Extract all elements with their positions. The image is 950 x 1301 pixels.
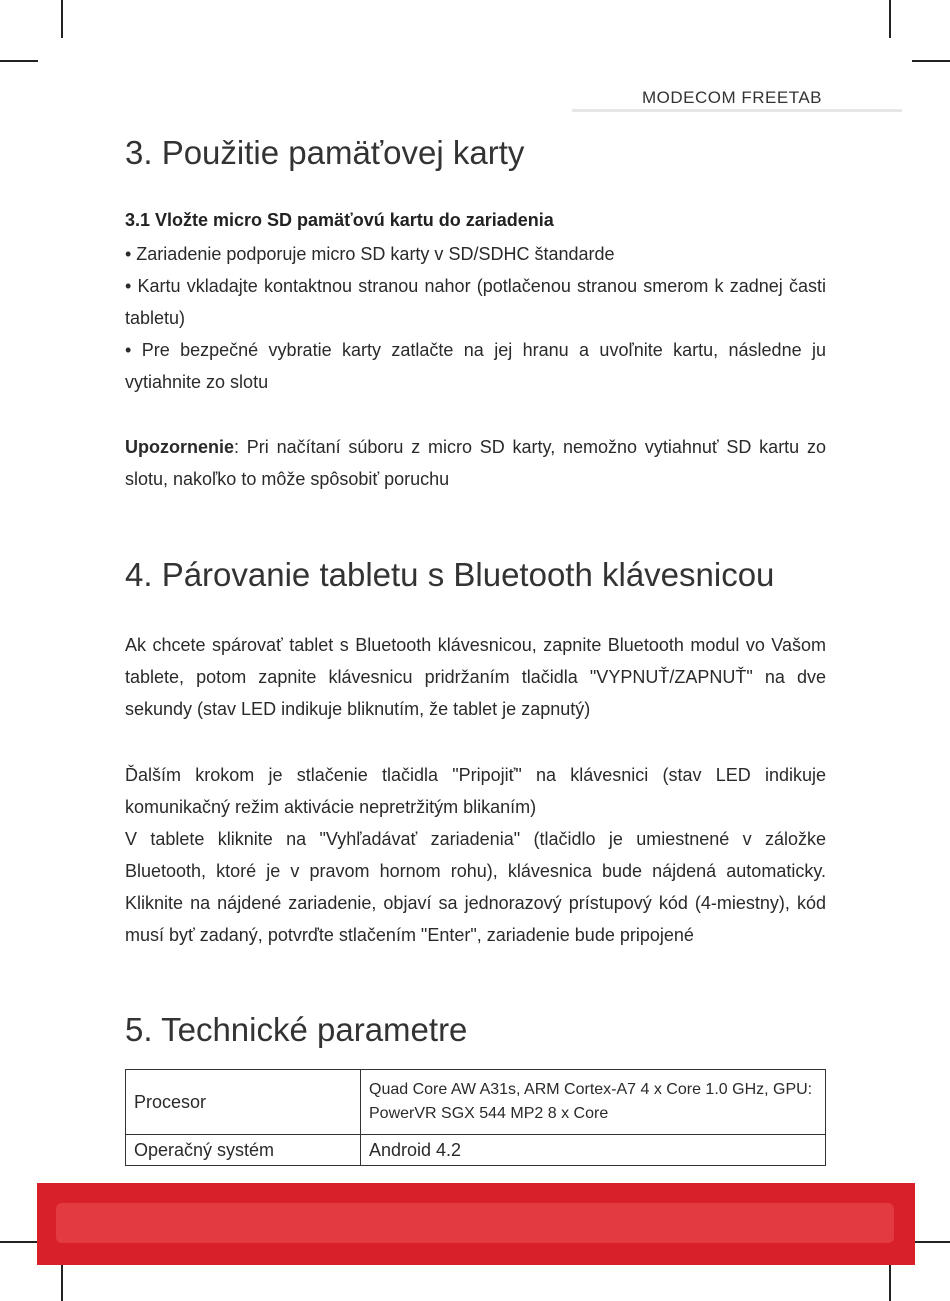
spec-table [125,1069,826,1166]
crop-mark-top-left-vertical [61,0,63,38]
bluetooth-paragraph-3: V tablete kliknite na "Vyhľadávať zariadenia" (tlačidlo je umiestnené v záložke Bluetooth, ktoré je v pravom hornom rohu), klávesnica bude nájdená automaticky. Kliknite na nájdené zariadenie, objaví sa jednorazový prístupový kód (4-miestny), kód musí byť zadaný, potvrďte stlačením "Enter", zariadenie bude pripojené [125,829,826,945]
section-5-heading: 5. Technické parametre [125,1011,468,1048]
bluetooth-paragraph-2: Ďalším krokom je stlačenie tlačidla "Pripojiť" na klávesnici (stav LED indikuje komunikačný režim aktivácie nepretržitým blikaním) [125,765,826,817]
crop-mark-bottom-right-vertical [889,1263,891,1301]
warning-text: : Pri načítaní súboru z micro SD karty, nemožno vytiahnuť SD kartu zo slotu, nakoľko to môže spôsobiť poruchu [125,437,826,489]
crop-mark-top-right-vertical [889,0,891,38]
bullet-card-orientation: • Kartu vkladajte kontaktnou stranou nahor (potlačenou stranou smerom k zadnej časti tabletu) [125,276,826,328]
section-4-heading: 4. Párovanie tabletu s Bluetooth klávesnicou [125,556,775,593]
crop-mark-top-left-horizontal [0,60,38,62]
crop-mark-bottom-right-horizontal [912,1241,950,1243]
running-header: MODECOM FREETAB [641,88,822,107]
table-row [126,1135,826,1166]
spec-key: Procesor [126,1070,361,1135]
spec-value: Quad Core AW A31s, ARM Cortex-A7 4 x Core 1.0 GHz, GPU: PowerVR SGX 544 MP2 8 x Core [361,1070,826,1135]
warning-label: Upozornenie [125,437,235,457]
bullet-card-removal: • Pre bezpečné vybratie karty zatlačte na jej hranu a uvoľnite kartu, následne ju vytiahnite zo slotu [125,340,826,392]
crop-mark-bottom-left-vertical [61,1263,63,1301]
footer-inner-panel [56,1203,894,1243]
crop-mark-top-right-horizontal [912,60,950,62]
table-row [126,1070,826,1135]
section-3-1-subheading: 3.1 Vložte micro SD pamäťovú kartu do zariadenia [125,210,554,230]
warning-paragraph [125,431,826,495]
spec-key: Operačný systém [126,1135,361,1166]
spec-value: Android 4.2 [361,1135,826,1166]
crop-mark-bottom-left-horizontal [0,1241,38,1243]
bullet-sd-standard: • Zariadenie podporuje micro SD karty v SD/SDHC štandarde [125,244,615,264]
section-3-heading: 3. Použitie pamäťovej karty [125,134,525,171]
bluetooth-paragraph-1: Ak chcete spárovať tablet s Bluetooth klávesnicou, zapnite Bluetooth modul vo Vašom tablete, potom zapnite klávesnicu pridržaním tlačidla "VYPNUŤ/ZAPNUŤ" na dve sekundy (stav LED indikuje bliknutím, že tablet je zapnutý) [125,635,826,719]
header-rule [572,109,902,112]
